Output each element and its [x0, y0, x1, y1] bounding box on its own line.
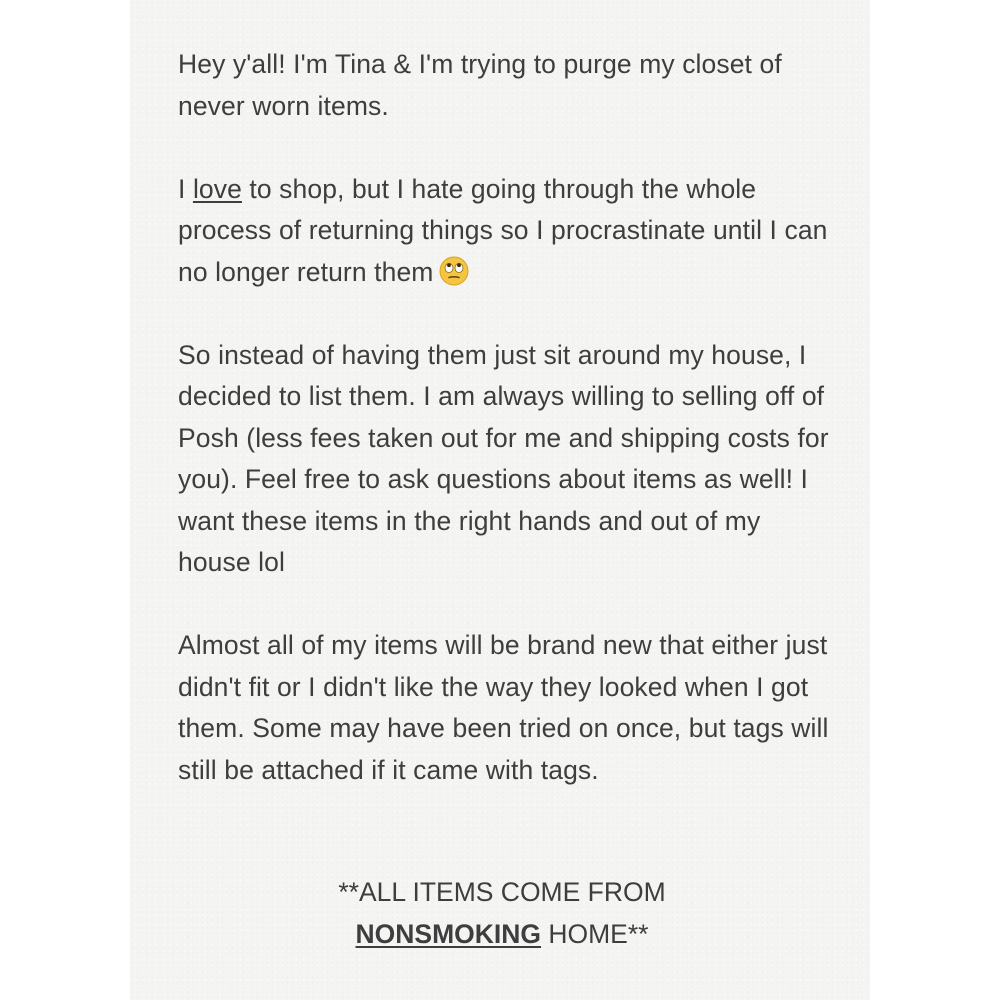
nonsmoking-underlined-word: NONSMOKING	[355, 918, 541, 949]
intro-paragraph	[178, 44, 838, 127]
face-with-rolling-eyes-icon	[439, 256, 469, 286]
love-text-before: I	[178, 173, 193, 204]
notice-line-2-rest: HOME**	[541, 918, 649, 949]
listing-text: So instead of having them just sit around my house, I decided to list them. I am always willing to selling off of Posh (less fees taken out for me and shipping costs for you). Feel free to ask questions about items as well! I want these items in the right hands and out of my house lol	[178, 339, 829, 577]
intro-text: Hey y'all! I'm Tina & I'm trying to purge my closet of never worn items.	[178, 49, 782, 121]
listing-paragraph	[178, 335, 838, 584]
love-underlined-word: love	[192, 173, 242, 204]
note-card	[130, 0, 870, 1000]
notice-line-2	[178, 914, 826, 956]
condition-text: Almost all of my items will be brand new that either just didn't fit or I didn't like the way they looked when I got them. Some may have been tried on once, but tags will still be attached if it came with tags.	[178, 630, 829, 785]
notice-line-1: **ALL ITEMS COME FROM	[338, 877, 666, 907]
love-text-after: to shop, but I hate going through the whole process of returning things so I procrastinate until I can no longer return them	[178, 173, 828, 287]
condition-paragraph	[178, 625, 838, 791]
love-paragraph	[178, 169, 838, 294]
note-body	[178, 44, 838, 833]
nonsmoking-notice	[178, 872, 826, 955]
